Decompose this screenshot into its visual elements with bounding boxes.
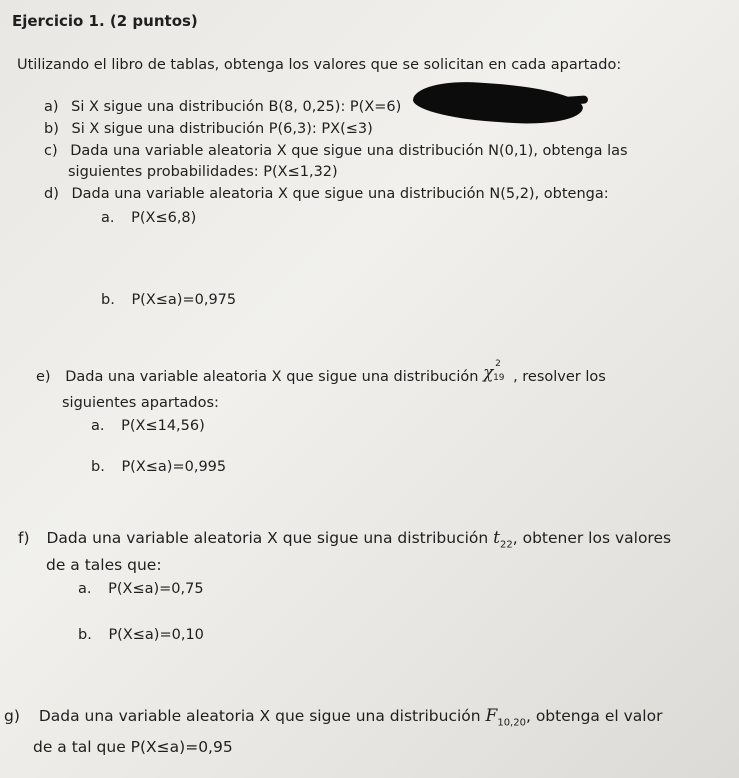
chi-square-symbol — [483, 359, 513, 383]
sub-label: a. — [101, 210, 115, 226]
chi-subscript: 19 — [493, 373, 505, 383]
item-g-text-cont: de a tal que P(X≤a)=0,95 — [33, 738, 233, 756]
item-e-text-cont: siguientes apartados: — [62, 395, 219, 411]
sub-label: b. — [101, 292, 115, 308]
chi-superscript: 2 — [495, 359, 501, 369]
sub-text: P(X≤a)=0,975 — [131, 292, 237, 308]
t-glyph: t — [493, 528, 500, 548]
exercise-intro: Utilizando el libro de tablas, obtenga los valores que se solicitan en cada apartado: — [17, 57, 622, 73]
sub-text: P(X≤a)=0,10 — [108, 627, 204, 643]
sub-text: P(X≤14,56) — [121, 418, 205, 434]
item-e-text: Dada una variable aleatoria X que sigue una distribución — [65, 369, 479, 385]
sub-text: P(X≤a)=0,995 — [121, 459, 227, 475]
item-f-text-post: , obtener los valores — [512, 529, 672, 547]
sub-label: b. — [91, 459, 105, 475]
item-d-sub-b — [101, 292, 236, 308]
item-d — [44, 186, 609, 202]
sub-text: P(X≤a)=0,75 — [108, 581, 204, 597]
item-g-text: Dada una variable aleatoria X que sigue una distribución — [38, 707, 481, 725]
item-f-text: Dada una variable aleatoria X que sigue una distribución — [46, 529, 489, 547]
item-a — [44, 99, 401, 115]
sub-label: b. — [78, 627, 92, 643]
item-letter: a) — [44, 99, 59, 115]
item-g-text-post: , obtenga el valor — [525, 707, 663, 725]
item-c-text: Dada una variable aleatoria X que sigue una distribución N(0,1), obtenga las — [70, 143, 628, 159]
sub-label: a. — [78, 581, 92, 597]
item-b — [44, 121, 373, 137]
item-e-sub-a — [91, 418, 205, 434]
item-f-sub-b — [78, 627, 204, 643]
item-f-text-cont: de a tales que: — [46, 556, 162, 574]
f-glyph: F — [485, 706, 498, 726]
chi-glyph: χ — [483, 363, 494, 383]
sub-text: P(X≤6,8) — [131, 210, 197, 226]
item-letter: g) — [4, 707, 20, 725]
item-c — [44, 143, 628, 159]
item-a-text: Si X sigue una distribución B(8, 0,25): P(X=6) — [71, 99, 402, 115]
item-e-sub-b — [91, 459, 226, 475]
item-letter: c) — [44, 143, 58, 159]
item-b-text: Si X sigue una distribución P(6,3): PX(≤3) — [71, 121, 373, 137]
f-subscript: 10,20 — [497, 717, 526, 729]
item-letter: d) — [44, 186, 59, 202]
item-c-text-cont: siguientes probabilidades: P(X≤1,32) — [68, 164, 338, 180]
item-d-text: Dada una variable aleatoria X que sigue una distribución N(5,2), obtenga: — [71, 186, 609, 202]
sub-label: a. — [91, 418, 105, 434]
item-f-sub-a — [78, 581, 204, 597]
t-distribution-symbol — [493, 528, 513, 551]
exercise-title: Ejercicio 1. (2 puntos) — [12, 12, 198, 30]
item-g — [4, 706, 662, 728]
f-distribution-symbol — [485, 706, 526, 729]
item-f — [18, 528, 671, 550]
item-letter: b) — [44, 121, 59, 137]
item-letter: e) — [36, 369, 51, 385]
item-letter: f) — [18, 529, 30, 547]
item-e — [36, 359, 606, 385]
item-d-sub-a — [101, 210, 196, 226]
t-subscript: 22 — [500, 539, 513, 551]
item-e-text-post: , resolver los — [513, 369, 606, 385]
